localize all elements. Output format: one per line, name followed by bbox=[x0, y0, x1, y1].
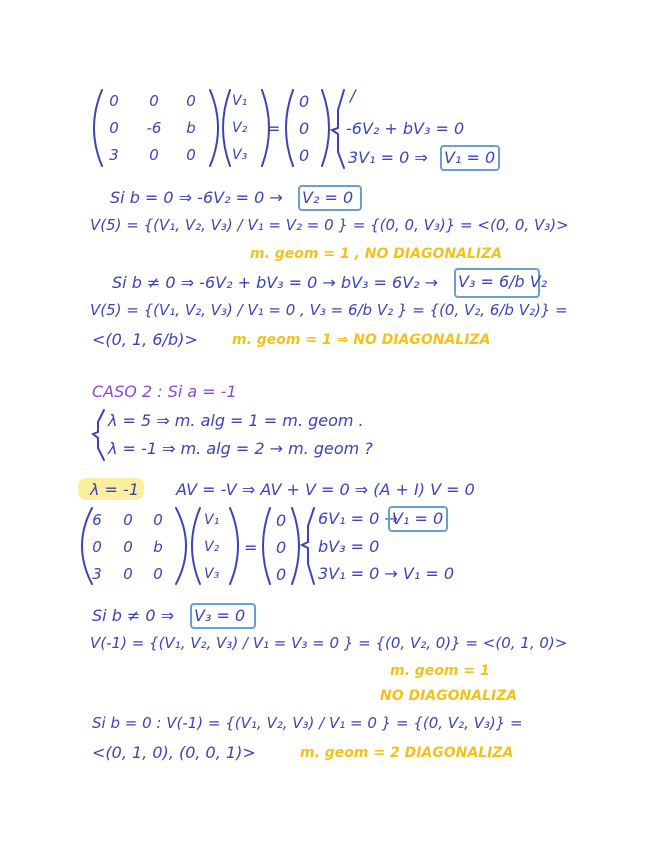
eigenspace-5-span: <(0, 1, 6/b)> bbox=[92, 330, 198, 349]
m1-r2c3: b bbox=[186, 119, 196, 137]
m1-r3c3: 0 bbox=[186, 146, 196, 164]
case2-b0-line1: Si b = 0 : V(-1) = {(V₁, V₂, V₃) / V₁ = 0 } = {(0, V₂, V₃)} = bbox=[92, 714, 523, 732]
v1-entry-1: V₁ bbox=[232, 93, 248, 109]
m1-r2c1: 0 bbox=[109, 119, 119, 137]
v2-entry-1: V₁ bbox=[204, 512, 220, 528]
equals-sign-2: = bbox=[244, 538, 258, 557]
eigen-equation: AV = -V ⇒ AV + V = 0 ⇒ (A + I) V = 0 bbox=[176, 480, 475, 499]
case2-brace bbox=[93, 410, 104, 460]
m2-r1c3: 0 bbox=[153, 511, 163, 529]
z2-entry-2: 0 bbox=[276, 538, 287, 557]
system2-eq3: 3V₁ = 0 → V₁ = 0 bbox=[318, 564, 454, 583]
v2-entry-3: V₃ bbox=[204, 566, 220, 582]
m2-r1c1: 6 bbox=[92, 511, 102, 529]
z1-entry-2: 0 bbox=[299, 119, 310, 138]
eigenspace-5-bne0: V(5) = {(V₁, V₂, V₃) / V₁ = 0 , V₃ = 6/b V₂ } = {(0, V₂, 6/b V₂)} = bbox=[90, 301, 568, 319]
v2-entry-2: V₂ bbox=[204, 539, 220, 555]
system2-eq1-result: V₁ = 0 bbox=[392, 509, 444, 528]
m1-r1c3: 0 bbox=[186, 92, 196, 110]
note-no-diagonaliza-3: NO DIAGONALIZA bbox=[380, 688, 518, 704]
z1-entry-3: 0 bbox=[299, 146, 310, 165]
system2-brace bbox=[302, 508, 314, 584]
check-mark: / bbox=[350, 86, 356, 105]
m2-r2c1: 0 bbox=[92, 538, 102, 556]
z1-entry-1: 0 bbox=[299, 92, 310, 111]
z2-entry-1: 0 bbox=[276, 511, 287, 530]
zero2-left-paren bbox=[263, 508, 270, 584]
zero2-right-paren bbox=[292, 508, 299, 584]
case2-bne0-condition: Si b ≠ 0 ⇒ bbox=[92, 606, 175, 625]
case-b0-result: V₂ = 0 bbox=[302, 188, 354, 207]
vector1-left-paren bbox=[223, 90, 230, 166]
vector2-right-paren bbox=[230, 508, 238, 584]
m2-r3c1: 3 bbox=[92, 565, 102, 583]
case2-b0-span: <(0, 1, 0), (0, 0, 1)> bbox=[92, 743, 256, 762]
case2-line2: λ = -1 ⇒ m. alg = 2 → m. geom ? bbox=[108, 439, 373, 458]
system1-eq2: 3V₁ = 0 ⇒ bbox=[348, 148, 428, 167]
equals-sign-1: = bbox=[267, 119, 281, 138]
case2-bne0-result: V₃ = 0 bbox=[194, 606, 246, 625]
case2-heading: CASO 2 : Si a = -1 bbox=[92, 382, 237, 401]
m2-r1c2: 0 bbox=[123, 511, 133, 529]
system1-brace bbox=[332, 90, 344, 168]
m1-r1c1: 0 bbox=[109, 92, 119, 110]
system2-eq2: bV₃ = 0 bbox=[318, 537, 380, 556]
m2-r2c3: b bbox=[153, 538, 163, 556]
system2-eq1: 6V₁ = 0 → bbox=[318, 509, 398, 528]
m1-r3c1: 3 bbox=[109, 146, 119, 164]
v1-entry-2: V₂ bbox=[232, 120, 248, 136]
case2-line1: λ = 5 ⇒ m. alg = 1 = m. geom . bbox=[108, 411, 364, 430]
case-b0-condition: Si b = 0 ⇒ -6V₂ = 0 → bbox=[110, 188, 283, 207]
note-no-diagonaliza-2: m. geom = 1 ⇒ NO DIAGONALIZA bbox=[232, 332, 491, 348]
m1-r1c2: 0 bbox=[149, 92, 159, 110]
system1-eq1: -6V₂ + bV₃ = 0 bbox=[346, 119, 465, 138]
case-bne0-condition: Si b ≠ 0 ⇒ -6V₂ + bV₃ = 0 → bV₃ = 6V₂ → bbox=[112, 273, 439, 292]
m2-r2c2: 0 bbox=[123, 538, 133, 556]
note-mgeom-1: m. geom = 1 bbox=[390, 663, 490, 679]
zero1-left-paren bbox=[286, 90, 293, 166]
case-bne0-result: V₃ = 6/b V₂ bbox=[458, 272, 548, 291]
zero1-right-paren bbox=[322, 90, 329, 166]
note-no-diagonaliza-1: m. geom = 1 , NO DIAGONALIZA bbox=[250, 246, 503, 262]
v1-entry-3: V₃ bbox=[232, 147, 248, 163]
system1-eq2-result: V₁ = 0 bbox=[444, 148, 496, 167]
vector2-left-paren bbox=[192, 508, 200, 584]
matrix2-right-paren bbox=[176, 508, 186, 584]
m2-r3c2: 0 bbox=[123, 565, 133, 583]
note-diagonaliza: m. geom = 2 DIAGONALIZA bbox=[300, 745, 514, 761]
eigenspace-neg1-bne0: V(-1) = {(V₁, V₂, V₃) / V₁ = V₃ = 0 } = {(0, V₂, 0)} = <(0, 1, 0)> bbox=[90, 634, 568, 652]
lambda-tag: λ = -1 bbox=[90, 480, 139, 499]
matrix1-right-paren bbox=[210, 90, 218, 166]
m1-r3c2: 0 bbox=[149, 146, 159, 164]
eigenspace-5-b0: V(5) = {(V₁, V₂, V₃) / V₁ = V₂ = 0 } = {(0, 0, V₃)} = <(0, 0, V₃)> bbox=[90, 216, 569, 234]
z2-entry-3: 0 bbox=[276, 565, 287, 584]
m2-r3c3: 0 bbox=[153, 565, 163, 583]
m1-r2c2: -6 bbox=[146, 119, 162, 137]
